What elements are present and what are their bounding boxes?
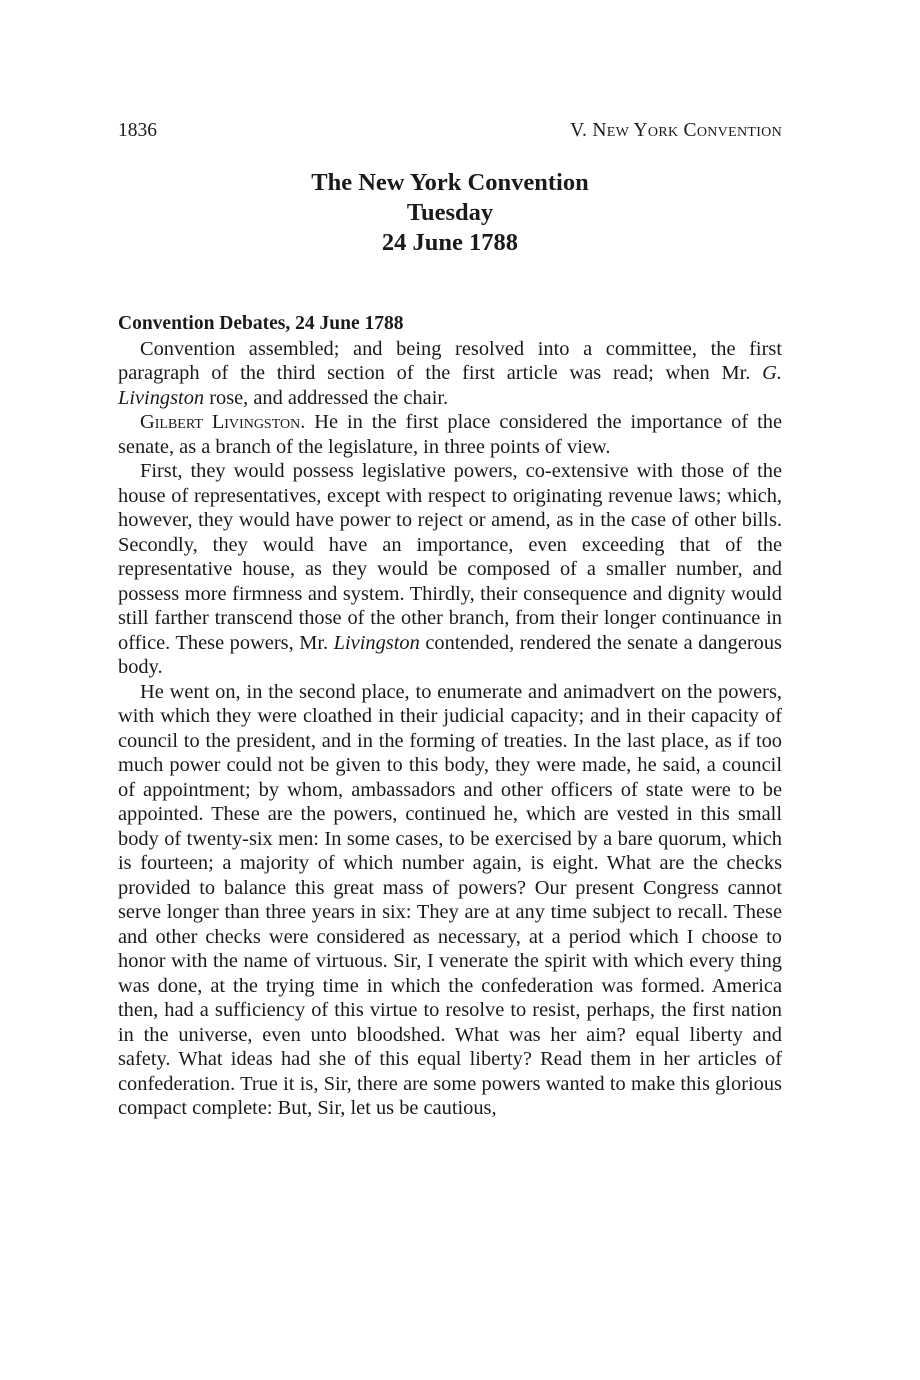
paragraph-2-text: He in the first place considered the importance of the senate, as a branch of the legislature, in three points of view. [118,411,782,458]
title-line-3: 24 June 1788 [381,229,519,256]
paragraph-3 [118,459,782,680]
title-line-1: The New York Convention [311,169,589,196]
paragraph-3-text-a: First, they would possess legislative powers, co-extensive with those of the house of representatives, except with respect to originating revenue laws; which, however, they would have power to reject or amend, as in the case of other bills. Secondly, they would have an importance, even exceeding that of the representative house, as they would be composed of a smaller number, and possess more firmness and system. Thirdly, their consequence and dignity would still farther transcend those of the other branch, from their longer continuance in office. These powers, Mr. [118,460,782,654]
paragraph-2 [118,410,782,459]
paragraph-1-text-a: Convention assembled; and being resolved into a committee, the first paragraph of the third section of the first article was read; when Mr. [118,337,782,384]
paragraph-1 [118,337,782,411]
document-page [118,120,782,1121]
body-text [118,337,782,1121]
speaker-name-italic: G. Livingston [118,362,782,409]
paragraph-1-text-b: rose, and addressed the chair. [204,386,449,409]
speaker-name-italic-2: Livingston [333,631,420,654]
section-heading: Convention Debates, 24 June 1788 [118,313,404,334]
page-number: 1836 [118,120,157,141]
running-head [118,120,782,142]
paragraph-4: He went on, in the second place, to enumerate and animadvert on the powers, with which they were cloathed in their judicial capacity; and in their capacity of council to the president, and in the forming of treaties. In the last place, as if too much power could not be given to this body, they were made, he said, a council of appointment; by whom, ambassadors and other officers of state were to be appointed. These are the powers, continued he, which are vested in this small body of twenty-six men: In some cases, to be exercised by a bare quorum, which is fourteen; a majority of which number again, is eight. What are the checks provided to balance this great mass of powers? Our present Congress cannot serve longer than three years in six: They are at any time subject to recall. These and other checks were considered as necessary, at a period which I choose to honor with the name of virtuous. Sir, I venerate the spirit with which every thing was done, at the trying time in which the confederation was formed. America then, had a sufficiency of this virtue to resolve to resist, perhaps, the first nation in the universe, even unto bloodshed. What was her aim? equal liberty and safety. What ideas had she of this equal liberty? Read them in her articles of confederation. True it is, Sir, there are some powers wanted to make this glorious compact complete: But, Sir, let us be cautious, [118,680,782,1119]
title-block [118,168,782,258]
paragraph-3-text-b: contended, rendered the senate a dangerous body. [118,631,782,678]
title-line-2: Tuesday [406,199,494,226]
section-running-title: V. New York Convention [570,120,782,141]
speaker-name: Gilbert Livingston. [140,411,306,433]
